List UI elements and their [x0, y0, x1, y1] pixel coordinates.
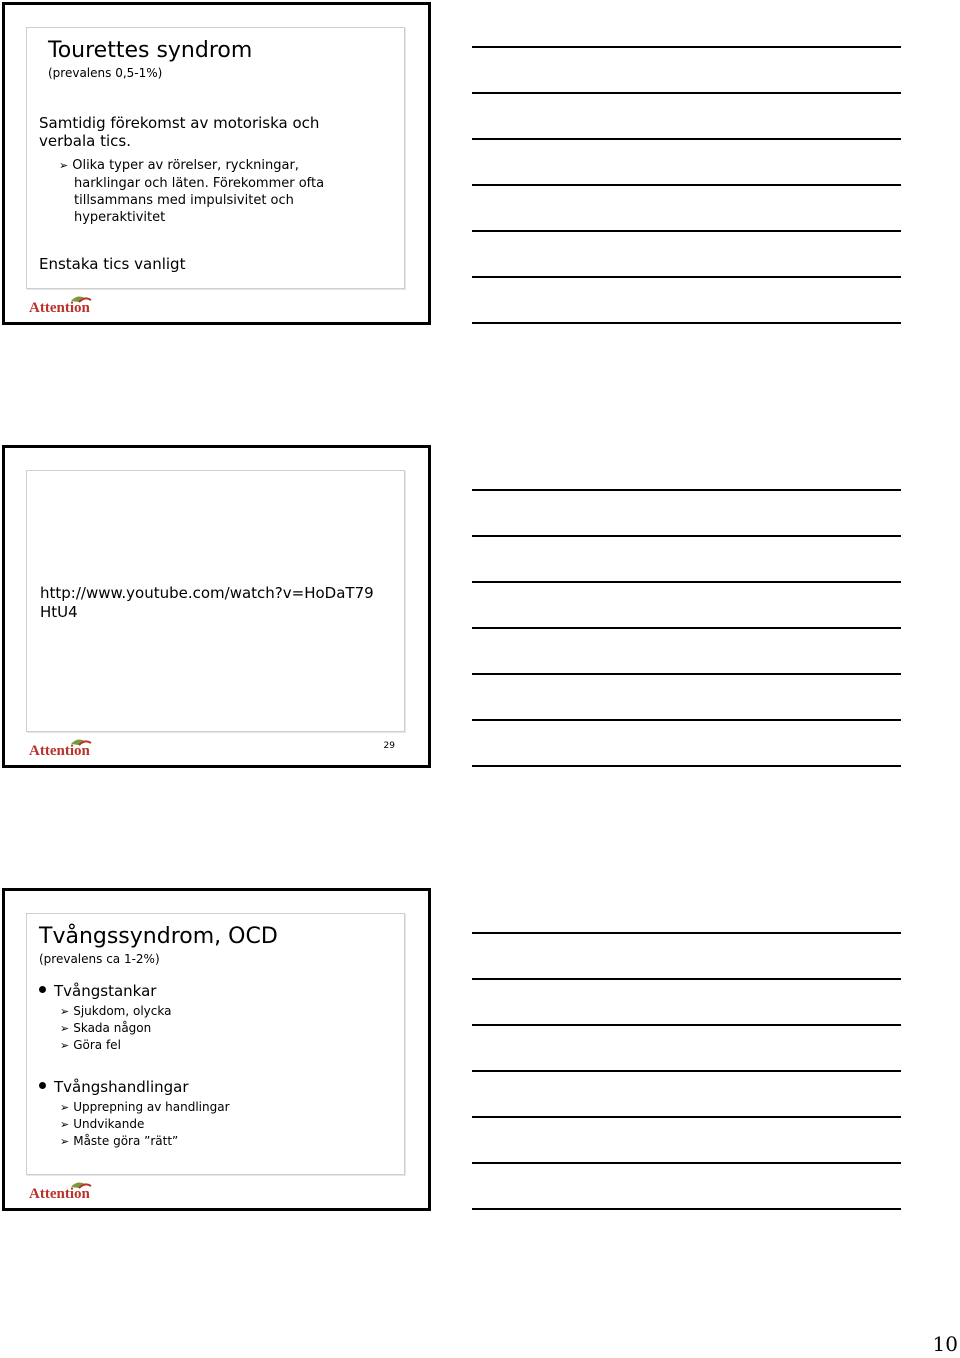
- note-line: [472, 1024, 901, 1026]
- slide-content-frame: [26, 470, 405, 732]
- slide-content-frame: [26, 913, 405, 1175]
- list-item: ➢ Måste göra ”rätt”: [60, 1134, 179, 1148]
- attention-logo: [27, 1180, 95, 1202]
- slide-content-frame: [26, 27, 405, 289]
- note-line: [472, 138, 901, 140]
- list-heading: Tvångstankar: [39, 982, 156, 1000]
- arrow-bullet-icon: ➢: [59, 159, 69, 172]
- bullet-dot-icon: [39, 1082, 46, 1089]
- slide-title: Tvångssyndrom, OCD: [39, 924, 278, 949]
- slide-subtitle: (prevalens ca 1-2%): [39, 952, 160, 966]
- note-line: [472, 46, 901, 48]
- video-link-continued[interactable]: HtU4: [40, 603, 78, 621]
- note-line: [472, 1116, 901, 1118]
- note-line: [472, 489, 901, 491]
- note-line: [472, 1208, 901, 1210]
- list-item: ➢ Upprepning av handlingar: [60, 1100, 230, 1114]
- bullet-line: [59, 158, 299, 173]
- note-line: [472, 230, 901, 232]
- note-line: [472, 276, 901, 278]
- slide-3: [2, 888, 431, 1211]
- note-line: [472, 719, 901, 721]
- paragraph-line: verbala tics.: [39, 132, 131, 150]
- note-line: [472, 1162, 901, 1164]
- note-line: [472, 184, 901, 186]
- arrow-bullet-icon: ➢: [60, 1039, 70, 1052]
- svg-text:Attention: Attention: [29, 300, 90, 316]
- arrow-bullet-icon: ➢: [60, 1101, 70, 1114]
- note-line: [472, 92, 901, 94]
- arrow-bullet-icon: ➢: [60, 1022, 70, 1035]
- list-item: ➢ Sjukdom, olycka: [60, 1004, 172, 1018]
- slide-title: Tourettes syndrom: [48, 38, 253, 63]
- note-line: [472, 932, 901, 934]
- list-heading: Tvångshandlingar: [39, 1078, 189, 1096]
- page-number: 10: [932, 1332, 958, 1356]
- slide-2: [2, 445, 431, 768]
- slide-number: 29: [383, 741, 395, 751]
- bullet-text: Olika typer av rörelser, ryckningar,: [72, 158, 299, 173]
- bullet-line: hyperaktivitet: [74, 210, 166, 225]
- arrow-bullet-icon: ➢: [60, 1118, 70, 1131]
- paragraph-line: Enstaka tics vanligt: [39, 255, 186, 273]
- note-line: [472, 581, 901, 583]
- bullet-dot-icon: [39, 986, 46, 993]
- attention-logo: [27, 737, 95, 759]
- svg-text:Attention: Attention: [29, 1186, 90, 1202]
- arrow-bullet-icon: ➢: [60, 1005, 70, 1018]
- list-item: ➢ Göra fel: [60, 1038, 121, 1052]
- arrow-bullet-icon: ➢: [60, 1135, 70, 1148]
- slide-subtitle: (prevalens 0,5-1%): [48, 66, 163, 80]
- note-line: [472, 978, 901, 980]
- note-line: [472, 627, 901, 629]
- attention-logo: [27, 294, 95, 316]
- paragraph-line: Samtidig förekomst av motoriska och: [39, 114, 320, 132]
- note-line: [472, 1070, 901, 1072]
- note-line: [472, 322, 901, 324]
- svg-text:Attention: Attention: [29, 743, 90, 759]
- list-item: ➢ Undvikande: [60, 1117, 145, 1131]
- note-line: [472, 535, 901, 537]
- bullet-line: harklingar och läten. Förekommer ofta: [74, 176, 325, 191]
- video-link[interactable]: http://www.youtube.com/watch?v=HoDaT79: [40, 584, 374, 602]
- note-line: [472, 765, 901, 767]
- note-line: [472, 673, 901, 675]
- bullet-line: tillsammans med impulsivitet och: [74, 193, 294, 208]
- list-item: ➢ Skada någon: [60, 1021, 152, 1035]
- slide-1: [2, 2, 431, 325]
